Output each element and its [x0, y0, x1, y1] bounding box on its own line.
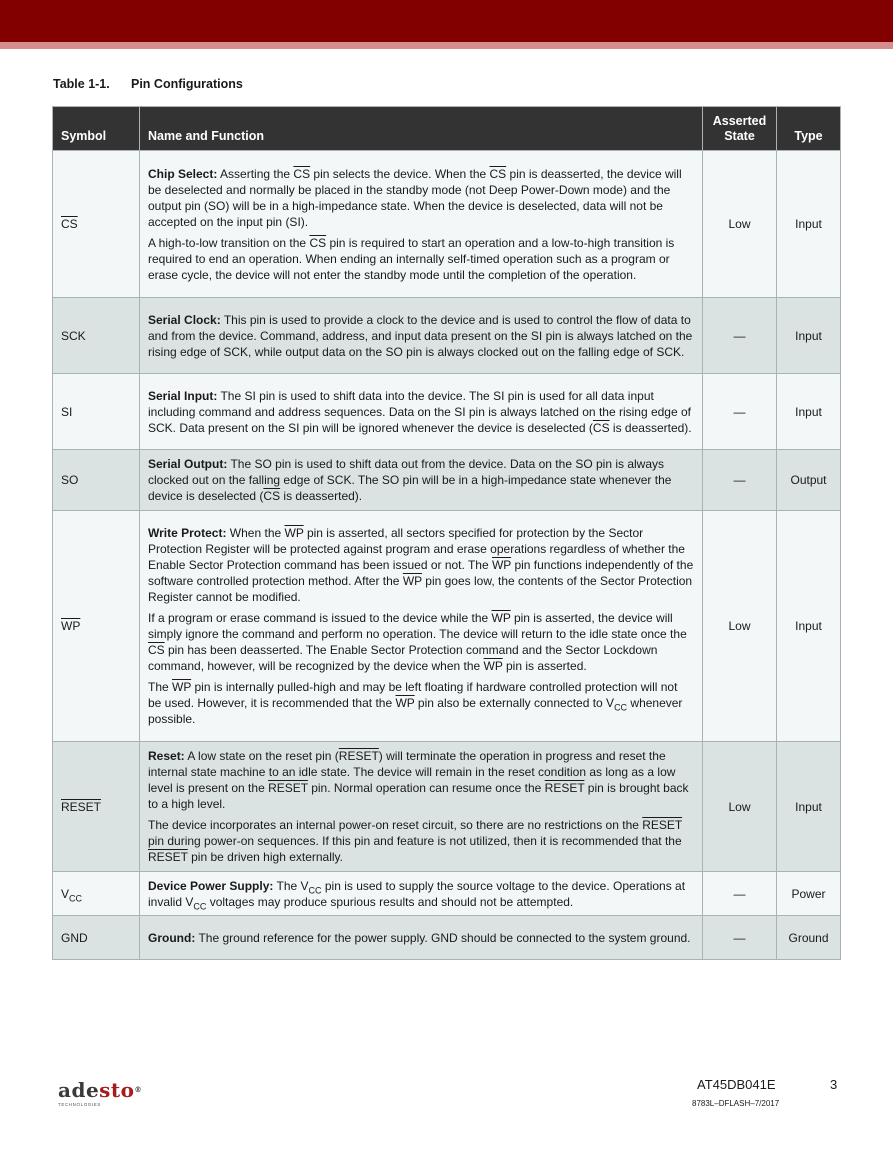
description-label: Device Power Supply: — [148, 878, 274, 893]
adesto-logo — [58, 1078, 143, 1110]
pin-type: Input — [777, 151, 841, 298]
description-text: When the — [226, 526, 285, 540]
pin-symbol — [53, 374, 140, 450]
description-text: is deasserted). — [609, 420, 692, 435]
document-title: AT45DB041E — [697, 1077, 776, 1092]
table-row — [53, 374, 841, 450]
description-paragraph — [148, 166, 694, 230]
subscript-text: CC — [614, 702, 628, 713]
pin-asserted-state: Low — [703, 742, 777, 872]
description-label: Serial Clock: — [148, 312, 221, 327]
description-label: Ground: — [148, 930, 196, 945]
header-asserted-state — [703, 107, 777, 151]
pin-asserted-state: — — [703, 916, 777, 960]
pin-type: Output — [777, 450, 841, 511]
description-text: is deasserted). — [280, 489, 363, 503]
active-low-signal: RESET — [268, 781, 308, 795]
description-text: The ground reference for the power supply. GND should be connected to the system ground. — [195, 930, 691, 945]
description-text: pin. Normal operation can resume once the — [307, 781, 545, 795]
pin-description — [140, 151, 703, 298]
description-text: A high-to-low transition on the — [148, 235, 310, 250]
logo-wordmark — [58, 1078, 143, 1102]
active-low-signal: $\overline{WP}$ — [491, 558, 512, 572]
pin-type: Input — [777, 742, 841, 872]
pin-asserted-state: Low — [703, 151, 777, 298]
active-low-signal: $\overline{CS}$ — [309, 235, 327, 250]
description-text: pin be driven high externally. — [187, 850, 343, 864]
pin-asserted-state: Low — [703, 511, 777, 742]
table-caption-number: Table 1-1. — [53, 77, 110, 91]
pin-type: Ground — [777, 916, 841, 960]
header-name-function: Name and Function — [140, 107, 703, 151]
description-paragraph — [148, 312, 694, 360]
table-row — [53, 151, 841, 298]
description-text: pin functions independently of the software controlled protection method. After the — [148, 558, 694, 588]
header-asserted-line1: Asserted — [712, 114, 767, 128]
pin-type: Power — [777, 872, 841, 916]
header-stripe — [0, 42, 893, 49]
description-paragraph — [148, 456, 694, 504]
logo-main: ade — [58, 1078, 100, 1102]
active-low-signal: $\overline{CS}$ — [263, 489, 281, 503]
pin-symbol — [53, 450, 140, 511]
active-low-signal: $\overline{WP}$ — [483, 659, 503, 673]
description-label: Serial Input: — [148, 388, 218, 403]
active-low-signal: RESET — [642, 818, 683, 832]
description-label: Serial Output: — [148, 457, 228, 471]
pin-description — [140, 872, 703, 916]
logo-registered-mark: ® — [134, 1085, 143, 1094]
header-bar — [0, 0, 893, 42]
table-caption-title: Pin Configurations — [131, 77, 243, 91]
pin-symbol-text: SI — [61, 404, 73, 419]
description-text: pin also be externally connected to V — [414, 696, 615, 710]
pin-description — [140, 511, 703, 742]
description-paragraph — [148, 525, 694, 605]
pin-symbol — [53, 872, 140, 916]
active-low-signal: RESET — [338, 749, 379, 763]
logo-subtitle: TECHNOLOGIES — [58, 1102, 101, 1107]
description-text: Asserting the — [217, 166, 294, 181]
description-text: pin is asserted. — [502, 659, 587, 673]
description-text: pin is required to start an operation and a low-to-high transition is required to end an operation. When ending an internally self-timed operation such as a program or erase cycle, the device will not enter the standby mode until the completion of the operation. — [148, 235, 675, 282]
active-low-signal: $\overline{CS}$ — [293, 166, 311, 181]
description-text: The device incorporates an internal power-on reset circuit, so there are no restrictions on the — [148, 818, 643, 832]
description-text: pin during power-on sequences. If this pin and feature is not utilized, then it is recommended that the — [148, 834, 682, 848]
pin-asserted-state: — — [703, 450, 777, 511]
pin-description — [140, 298, 703, 374]
description-text: The V — [273, 878, 309, 893]
description-text: The — [148, 680, 173, 694]
pin-symbol — [53, 742, 140, 872]
description-text: The SI pin is used to shift data into the device. The SI pin is used for all data input including command and address sequences. Data on the SI pin is always latched on the rising edge of SCK. Data present on the SI pin will be ignored whenever the device is deselected ( — [148, 388, 691, 435]
active-low-signal: $\overline{WP}$ — [395, 696, 415, 710]
pin-type: Input — [777, 511, 841, 742]
description-paragraph — [148, 748, 694, 812]
table-row — [53, 298, 841, 374]
table-row — [53, 511, 841, 742]
description-text: ) will terminate the operation in progress and reset the internal state machine to an idle state. The device will remain in the reset condition as long as a low level is present on the — [148, 749, 676, 795]
description-label: Reset: — [148, 749, 185, 763]
description-text: pin has been deasserted. The Enable Sector Protection command and the Sector Lockdown command, however, will be recognized by the device when the — [148, 643, 658, 673]
description-paragraph — [148, 817, 694, 865]
pin-description — [140, 916, 703, 960]
description-paragraph — [148, 388, 694, 436]
document-code: 8783L–DFLASH–7/2017 — [692, 1099, 780, 1108]
pin-symbol — [53, 151, 140, 298]
description-text: voltages may produce spurious results and should not be attempted. — [206, 894, 574, 909]
pin-symbol-text: SO — [61, 473, 79, 487]
description-text: A low state on the reset pin ( — [184, 749, 339, 763]
description-paragraph — [148, 878, 694, 910]
active-low-signal: $\overline{WP}$ — [491, 611, 511, 625]
description-text: pin is deasserted, the device will be deselected and normally be placed in the standby mode (not Deep Power-Down mode) and the output pin (SO) will be in a high-impedance state. When the device is deselected, data will not be accepted on the input pin (SI). — [148, 166, 682, 229]
description-text: whenever possible. — [148, 696, 683, 726]
subscript-text: CC — [308, 884, 322, 895]
description-text: The SO pin is used to shift data out from the device. Data on the SO pin is always clocked out on the falling edge of SCK. The SO pin will be in a high-impedance state whenever the device is deselected ( — [148, 457, 672, 503]
table-body — [53, 151, 841, 960]
pin-configurations-table — [52, 106, 841, 960]
description-text: If a program or erase command is issued to the device while the — [148, 611, 492, 625]
table-row — [53, 872, 841, 916]
description-paragraph — [148, 930, 694, 946]
description-label: Write Protect: — [148, 526, 227, 540]
pin-type: Input — [777, 374, 841, 450]
description-paragraph — [148, 679, 694, 727]
table-row — [53, 916, 841, 960]
page-number: 3 — [830, 1077, 838, 1092]
pin-asserted-state: — — [703, 298, 777, 374]
description-text: pin is internally pulled-high and may be left floating if hardware controlled protection will not be used. However, it is recommended that the — [148, 680, 678, 710]
subscript-text: CC — [193, 900, 207, 911]
pin-symbol — [53, 511, 140, 742]
pin-symbol-text: SCK — [61, 328, 86, 343]
description-text: pin is asserted, the device will simply ignore the command and perform no operation. The device will return to the idle state once the — [148, 611, 687, 641]
active-low-signal: RESET — [148, 850, 188, 864]
pin-symbol — [53, 916, 140, 960]
pin-symbol-text: GND — [61, 930, 88, 945]
header-type: Type — [777, 107, 841, 151]
description-label: Chip Select: — [148, 166, 218, 181]
table-row — [53, 742, 841, 872]
description-text: pin is used to supply the source voltage to the device. Operations at invalid V — [148, 878, 686, 909]
header-symbol: Symbol — [53, 107, 140, 151]
header-asserted-line2: State — [724, 129, 755, 143]
active-low-signal: $\overline{CS}$ — [148, 643, 165, 657]
pin-asserted-state: — — [703, 872, 777, 916]
description-text: pin goes low, the contents of the Sector Protection Register cannot be modified. — [148, 574, 693, 604]
active-low-signal: $\overline{WP}$ — [402, 574, 422, 588]
active-low-signal: $\overline{WP}$ — [284, 526, 304, 540]
active-low-signal: $\overline{CS}$ — [489, 166, 507, 181]
active-low-signal: $\overline{CS}$ — [592, 420, 610, 435]
logo-accent: sto — [99, 1078, 135, 1102]
pin-symbol-text: V — [61, 886, 70, 901]
pin-description — [140, 374, 703, 450]
pin-type: Input — [777, 298, 841, 374]
pin-symbol-text: RESET — [61, 799, 102, 814]
table-row — [53, 450, 841, 511]
pin-description — [140, 450, 703, 511]
description-paragraph — [148, 235, 694, 283]
description-text: pin is brought back to a high level. — [148, 781, 689, 811]
active-low-signal: $\overline{WP}$ — [172, 680, 192, 694]
pin-asserted-state: — — [703, 374, 777, 450]
description-text: pin selects the device. When the — [310, 166, 490, 181]
pin-symbol-subscript: CC — [69, 892, 83, 903]
pin-symbol — [53, 298, 140, 374]
description-text: pin is asserted, all sectors specified for protection by the Sector Protection Register will be protected against program and erase operations regardless of whether the Enable Sector Protection command has been issued or not. The — [148, 526, 685, 572]
description-text: This pin is used to provide a clock to the device and is used to control the flow of data to and from the device. Command, address, and input data present on the SI pin is always latched on the rising edge of SCK, while output data on the SO pin is always clocked out on the falling edge of SCK. — [148, 312, 693, 359]
pin-symbol-text: $\overline{WP}$ — [61, 619, 81, 633]
description-paragraph — [148, 610, 694, 674]
active-low-signal: RESET — [544, 781, 585, 795]
pin-description — [140, 742, 703, 872]
table-caption — [53, 77, 243, 91]
table-header-row — [53, 107, 841, 151]
pin-symbol-text: $\overline{CS}$ — [61, 217, 78, 231]
